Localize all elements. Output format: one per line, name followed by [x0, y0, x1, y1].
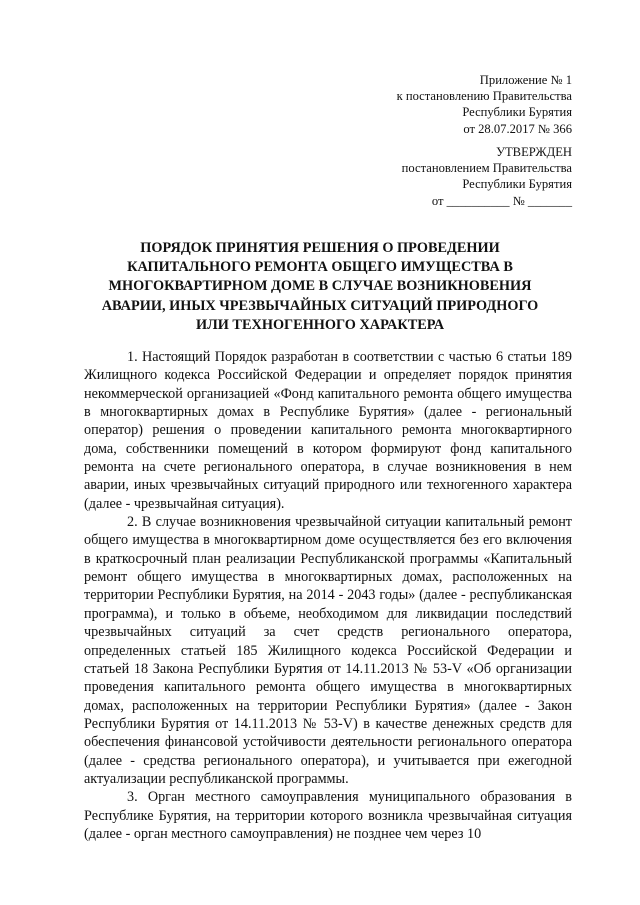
approved-header	[402, 144, 572, 209]
approved-date: от __________ № _______	[431, 193, 572, 208]
appendix-header	[397, 72, 572, 137]
appendix-date: от 28.07.2017 № 366	[463, 121, 572, 136]
document-title	[60, 239, 580, 335]
title-line-2: КАПИТАЛЬНОГО РЕМОНТА ОБЩЕГО ИМУЩЕСТВА В	[127, 259, 513, 276]
paragraph-2: 2. В случае возникновения чрезвычайной ситуации капитальный ремонт общего имущества в многоквартирном доме осуществляется без его включения в краткосрочный план реализации Республиканской программы «Капитальный ремонт общего имущества в многоквартирных домах, расположенных на территории Республики Бурятия, на 2014 - 2043 годы» (далее - республиканская программа), и только в объеме, необходимом для ликвидации последствий чрезвычайных ситуаций за счет средств регионального оператора, определенных статьей 185 Жилищного кодекса Российской Федерации и статьей 18 Закона Республики Бурятия от 14.11.2013 № 53-V «Об организации проведения капитального ремонта общего имущества в многоквартирных домах, расположенных на территории Республики Бурятия» (далее - Закон Республики Бурятия от 14.11.2013 № 53-V) в качестве денежных средств для обеспечения финансовой устойчивости деятельности регионального оператора (далее - средства регионального оператора), и учитывается при ежегодной актуализации республиканской программы.	[84, 514, 572, 787]
approved-republic: Республики Бурятия	[462, 177, 572, 192]
paragraph-1: 1. Настоящий Порядок разработан в соответствии с частью 6 статьи 189 Жилищного кодекса Российской Федерации и определяет порядок принятия некоммерческой организацией «Фонд капитального ремонта общего имущества в многоквартирных домах в Республике Бурятия» (далее - региональный оператор) решения о проведении капитального ремонта многоквартирного дома, собственники помещений в котором формируют фонд капитального ремонта на счете регионального оператора, в случае возникновения в нем аварии, иных чрезвычайных ситуаций природного или техногенного характера (далее - чрезвычайная ситуация).	[84, 349, 572, 512]
title-line-5: ИЛИ ТЕХНОГЕННОГО ХАРАКТЕРА	[195, 316, 445, 333]
appendix-number: Приложение № 1	[479, 73, 572, 87]
approved-resolution: постановлением Правительства	[401, 161, 572, 176]
document-body	[84, 348, 572, 843]
title-line-1: ПОРЯДОК ПРИНЯТИЯ РЕШЕНИЯ О ПРОВЕДЕНИИ	[140, 240, 500, 256]
appendix-resolution: к постановлению Правительства	[396, 89, 572, 104]
title-line-3: МНОГОКВАРТИРНОМ ДОМЕ В СЛУЧАЕ ВОЗНИКНОВЕНИЯ	[108, 278, 532, 295]
approved-label: УТВЕРЖДЕН	[496, 145, 572, 159]
title-line-4: АВАРИИ, ИНЫХ ЧРЕЗВЫЧАЙНЫХ СИТУАЦИЙ ПРИРОДНОГО	[101, 297, 539, 314]
appendix-republic: Республики Бурятия	[462, 105, 572, 120]
paragraph-3: 3. Орган местного самоуправления муниципального образования в Республике Бурятия, на территории которого возникла чрезвычайная ситуация (далее - орган местного самоуправления) не позднее чем через 10	[84, 789, 572, 842]
